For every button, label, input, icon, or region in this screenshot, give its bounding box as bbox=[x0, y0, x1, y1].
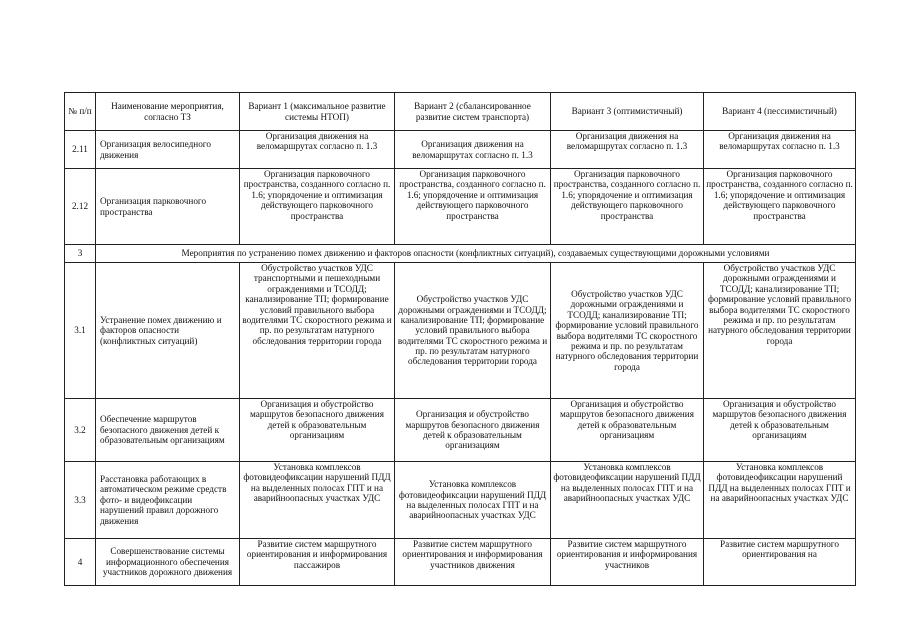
section-num: 3 bbox=[65, 245, 96, 263]
section-title: Мероприятия по устранению помех движению и факторов опасности (конфликтных ситуаций), создаваемых существующими дорожными условиями bbox=[96, 245, 856, 263]
row-variant-3: Организация движения на веломаршрутах согласно п. 1.3 bbox=[551, 131, 704, 169]
row-variant-1: Организация и обустройство маршрутов безопасного движения детей к образовательным организациям bbox=[240, 399, 395, 462]
table-row bbox=[65, 263, 856, 399]
row-name: Организация парковочного пространства bbox=[96, 169, 240, 245]
row-num: 3.1 bbox=[65, 263, 96, 399]
row-variant-2: Организация и обустройство маршрутов безопасного движения детей к образовательным организациям bbox=[395, 399, 551, 462]
row-variant-1: Обустройство участков УДС транспортными и пешеходными ограждениями и ТСОДД; канализирование ТП; формирование условий правильного выбора водителями ТС скоростного режима и пр. по результатам натурного обследования территории города bbox=[240, 263, 395, 399]
row-variant-2: Организация движения на веломаршрутах согласно п. 1.3 bbox=[395, 131, 551, 169]
header-variant-3: Вариант 3 (оптимистичный) bbox=[551, 93, 704, 131]
row-variant-1: Развитие систем маршрутного ориентирования и информирования пассажиров bbox=[240, 539, 395, 586]
row-variant-1: Установка комплексов фотовидеофиксации нарушений ПДД на выделенных полосах ГПТ и на аварийноопасных участках УДС bbox=[240, 462, 395, 539]
header-name: Наименование мероприятия, согласно ТЗ bbox=[96, 93, 240, 131]
row-num: 3.3 bbox=[65, 462, 96, 539]
row-name: Совершенствование системы информационного обеспечения участников дорожного движения bbox=[96, 539, 240, 586]
row-name: Организация велосипедного движения bbox=[96, 131, 240, 169]
row-variant-3: Организация и обустройство маршрутов безопасного движения детей к образовательным организациям bbox=[551, 399, 704, 462]
row-variant-1: Организация парковочного пространства, созданного согласно п. 1.6; упорядочение и оптимизация действующего парковочного пространства bbox=[240, 169, 395, 245]
row-variant-4: Организация движения на веломаршрутах согласно п. 1.3 bbox=[704, 131, 856, 169]
row-variant-4: Обустройство участков УДС дорожными ограждениями и ТСОДД; канализирование ТП; формирование условий правильного выбора водителями ТС скоростного режима и пр. по результатам натурного обследования территории города bbox=[704, 263, 856, 399]
table-row bbox=[65, 462, 856, 539]
row-variant-3: Организация парковочного пространства, созданного согласно п. 1.6; упорядочение и оптимизация действующего парковочного пространства bbox=[551, 169, 704, 245]
row-name: Устранение помех движению и факторов опасности (конфликтных ситуаций) bbox=[96, 263, 240, 399]
row-num: 2.12 bbox=[65, 169, 96, 245]
table-header-row bbox=[65, 93, 856, 131]
row-variant-3: Обустройство участков УДС дорожными ограждениями и ТСОДД; канализирование ТП; формирование условий правильного выбора водителями ТС скоростного режима и пр. по результатам натурного обследования территории города bbox=[551, 263, 704, 399]
row-variant-1: Организация движения на веломаршрутах согласно п. 1.3 bbox=[240, 131, 395, 169]
table-row bbox=[65, 539, 856, 586]
row-num: 3.2 bbox=[65, 399, 96, 462]
row-variant-2: Развитие систем маршрутного ориентирования и информирования участников движения bbox=[395, 539, 551, 586]
row-variant-4: Организация парковочного пространства, созданного согласно п. 1.6; упорядочение и оптимизация действующего парковочного пространства bbox=[704, 169, 856, 245]
row-variant-4: Развитие систем маршрутного ориентирования на bbox=[704, 539, 856, 586]
table-row bbox=[65, 169, 856, 245]
table-row bbox=[65, 399, 856, 462]
header-num: № п/п bbox=[65, 93, 96, 131]
measures-table bbox=[64, 92, 856, 586]
table-row bbox=[65, 131, 856, 169]
header-variant-4: Вариант 4 (пессимистичный) bbox=[704, 93, 856, 131]
row-variant-2: Установка комплексов фотовидеофиксации нарушений ПДД на выделенных полосах ГПТ и на аварийноопасных участках УДС bbox=[395, 462, 551, 539]
row-variant-3: Развитие систем маршрутного ориентирования и информирования участников bbox=[551, 539, 704, 586]
row-variant-2: Организация парковочного пространства, созданного согласно п. 1.6; упорядочение и оптимизация действующего парковочного пространства bbox=[395, 169, 551, 245]
header-variant-2: Вариант 2 (сбалансированное развитие систем транспорта) bbox=[395, 93, 551, 131]
row-variant-4: Организация и обустройство маршрутов безопасного движения детей к образовательным организациям bbox=[704, 399, 856, 462]
row-variant-3: Установка комплексов фотовидеофиксации нарушений ПДД на выделенных полосах ГПТ и на аварийноопасных участках УДС bbox=[551, 462, 704, 539]
row-name: Обеспечение маршрутов безопасного движения детей к образовательным организациям bbox=[96, 399, 240, 462]
row-variant-4: Установка комплексов фотовидеофиксации нарушений ПДД на выделенных полосах ГПТ и на аварийноопасных участках УДС bbox=[704, 462, 856, 539]
row-name: Расстановка работающих в автоматическом режиме средств фото- и видеофиксации нарушений правил дорожного движения bbox=[96, 462, 240, 539]
header-variant-1: Вариант 1 (максимальное развитие системы НТОП) bbox=[240, 93, 395, 131]
row-variant-2: Обустройство участков УДС дорожными ограждениями и ТСОДД; канализирование ТП; формирование условий правильного выбора водителями ТС скоростного режима и пр. по результатам натурного обследования территории города bbox=[395, 263, 551, 399]
section-row bbox=[65, 245, 856, 263]
row-num: 2.11 bbox=[65, 131, 96, 169]
row-num: 4 bbox=[65, 539, 96, 586]
